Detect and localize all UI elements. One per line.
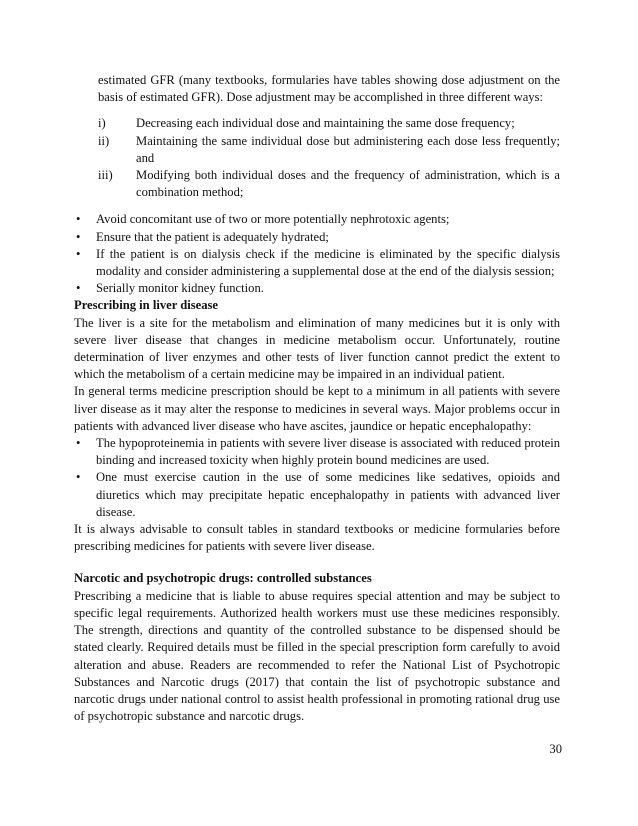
list-marker: i): [98, 116, 106, 131]
list-item: [74, 280, 560, 297]
bullet-icon: •: [76, 212, 81, 227]
page-content: [74, 72, 560, 725]
list-item: [74, 246, 560, 280]
liver-heading: Prescribing in liver disease: [74, 298, 219, 313]
list-item: [74, 229, 560, 246]
narcotic-heading: Narcotic and psychotropic drugs: controlled substances: [74, 571, 372, 586]
bullet-icon: •: [76, 246, 81, 261]
list-item-text: Avoid concomitant use of two or more potentially nephrotoxic agents;: [96, 212, 450, 227]
liver-paragraph-1: The liver is a site for the metabolism and elimination of many medicines but it is only with severe liver disease that changes in medicine metabolism occur. Unfortunately, routine determination of liver enzymes and other tests of liver function cannot predict the extent to which the metabolism of a certain medicine may be impaired in an individual patient.: [74, 315, 560, 382]
list-item-text: Serially monitor kidney function.: [96, 281, 264, 296]
liver-bullet-list: [74, 435, 560, 521]
list-item-text: Maintaining the same individual dose but administering each dose less frequently; and: [136, 133, 560, 165]
intro-paragraph: estimated GFR (many textbooks, formularies have tables showing dose adjustment on the basis of estimated GFR). Dose adjustment may be accomplished in three different ways:: [98, 73, 560, 105]
list-item: [74, 469, 560, 521]
list-item-text: One must exercise caution in the use of some medicines like sedatives, opioids and diuretics which may precipitate hepatic encephalopathy in patients with advanced liver disease.: [96, 470, 560, 519]
list-item: [98, 133, 560, 167]
bullet-icon: •: [76, 436, 81, 451]
kidney-bullet-list: [74, 211, 560, 297]
list-item-text: Ensure that the patient is adequately hydrated;: [96, 229, 329, 244]
liver-paragraph-3: It is always advisable to consult tables in standard textbooks or medicine formularies before prescribing medicines for patients with severe liver disease.: [74, 522, 560, 554]
bullet-icon: •: [76, 281, 81, 296]
list-marker: iii): [98, 168, 113, 183]
list-item-text: If the patient is on dialysis check if the medicine is eliminated by the specific dialysis modality and consider administering a supplemental dose at the end of the dialysis session;: [96, 246, 560, 279]
page-number: 30: [549, 742, 562, 756]
list-item-text: Modifying both individual doses and the frequency of administration, which is a combination method;: [136, 168, 560, 200]
list-item-text: Decreasing each individual dose and maintaining the same dose frequency;: [136, 116, 515, 131]
liver-paragraph-2: In general terms medicine prescription should be kept to a minimum in all patients with severe liver disease as it may alter the response to medicines in several ways. Major problems occur in patients with advanced liver disease who have ascites, jaundice or hepatic encephalopathy:: [74, 384, 560, 433]
dose-methods-list: [74, 115, 560, 201]
bullet-icon: •: [76, 470, 81, 485]
narcotic-paragraph: Prescribing a medicine that is liable to abuse requires special attention and may be subject to specific legal requirements. Authorized health workers must use these medicines responsibly. The strength, directions and quantity of the controlled substance to be dispensed should be stated clearly. Required details must be filled in the special prescription form carefully to avoid alteration and abuse. Readers are recommended to refer the National List of Psychotropic Substances and Narcotic drugs (2017) that contain the list of psychotropic substance and narcotic drugs under national control to assist health professional in promoting rational drug use of psychotropic substance and narcotic drugs.: [74, 588, 560, 724]
list-item: [98, 167, 560, 201]
bullet-icon: •: [76, 229, 81, 244]
list-item-text: The hypoproteinemia in patients with severe liver disease is associated with reduced protein binding and increased toxicity when highly protein bound medicines are used.: [96, 436, 560, 468]
list-item: [74, 435, 560, 469]
list-marker: ii): [98, 133, 110, 148]
list-item: [74, 211, 560, 228]
list-item: [98, 115, 560, 132]
